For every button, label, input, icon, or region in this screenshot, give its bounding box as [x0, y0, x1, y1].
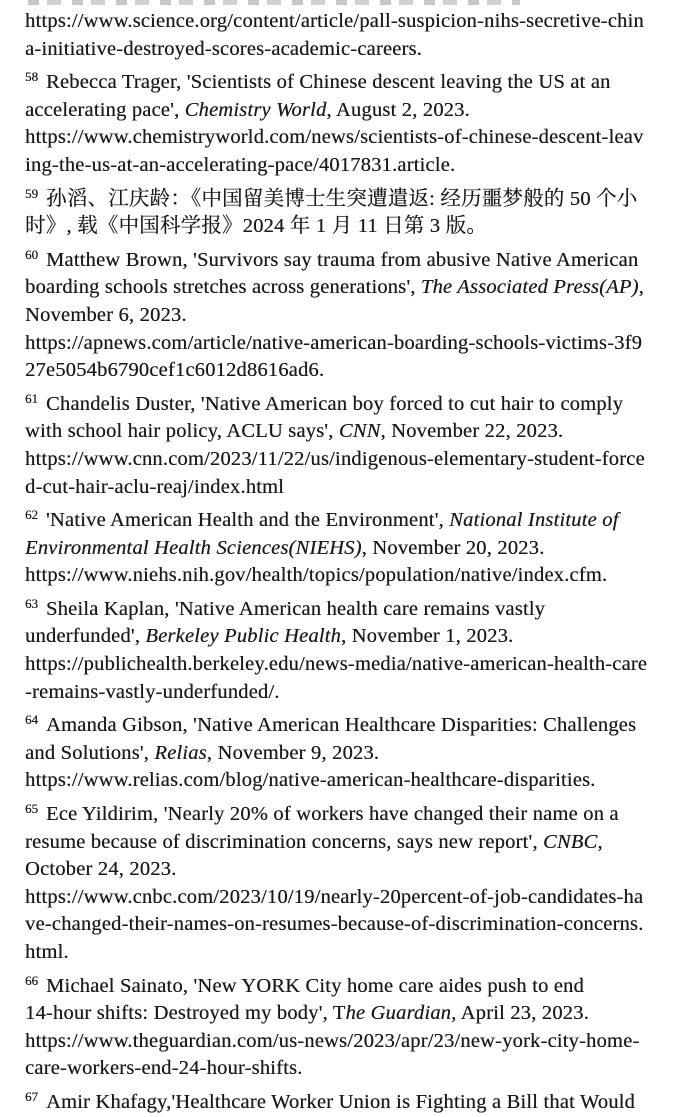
text-segment-italic: CNBC [542, 830, 598, 853]
text-line [25, 501, 680, 535]
text-segment: Rebecca Trager, 'Scientists of Chinese descent leaving the US at an [46, 71, 611, 94]
text-line [25, 623, 680, 651]
text-segment: accelerating pace', [25, 98, 185, 121]
text-segment: https://www.relias.com/blog/native-american-healthcare-disparities. [25, 769, 596, 792]
text-segment: resume because of discrimination concerns, says new report', [25, 830, 543, 853]
text-line [25, 385, 680, 419]
text-segment: underfunded', [25, 625, 146, 648]
footnotes-text [25, 8, 680, 1117]
footnote-number: 64 [25, 712, 38, 728]
text-line [25, 418, 680, 446]
text-line [25, 795, 680, 829]
text-segment-italic: Environmental Health Sciences(NIEHS) [25, 536, 362, 559]
text-line [25, 679, 680, 707]
text-segment: -remains-vastly-underfunded/. [25, 680, 280, 703]
text-line [25, 330, 680, 358]
text-line [25, 706, 680, 740]
text-segment: https://apnews.com/article/native-american-boarding-schools-victims-3f9 [25, 331, 643, 354]
text-segment: a-initiative-destroyed-scores-academic-careers. [25, 37, 422, 60]
text-line [25, 767, 680, 795]
text-segment: 时》, 载《中国科学报》2024 年 1 月 11 日第 3 版。 [25, 215, 487, 238]
text-segment: October 24, 2023. [25, 858, 177, 881]
text-segment-italic: Berkeley Public Health [145, 625, 342, 648]
text-line [25, 1055, 680, 1083]
text-segment: Chandelis Duster, 'Native American boy forced to cut hair to comply [46, 392, 624, 415]
text-segment-italic: Chemistry World [184, 98, 327, 121]
text-segment: Amanda Gibson, 'Native American Healthcare Disparities: Challenges [46, 714, 637, 737]
text-line [25, 36, 680, 64]
text-segment: , August 2, 2023. [326, 98, 470, 121]
text-segment: , [638, 276, 644, 299]
text-line [25, 535, 680, 563]
footnote-number: 59 [25, 185, 38, 201]
text-line [25, 562, 680, 590]
text-line [25, 740, 680, 768]
footnote-number: 58 [25, 69, 38, 85]
text-segment: https://www.chemistryworld.com/news/scientists-of-chinese-descent-leav [25, 126, 644, 149]
text-line [25, 1083, 680, 1117]
text-segment: Amir Khafagy,'Healthcare Worker Union is Fighting a Bill that Would [46, 1090, 636, 1113]
footnote-number: 62 [25, 507, 38, 523]
text-segment: April 23, 2023. [456, 1002, 589, 1025]
text-line [25, 967, 680, 1001]
text-line [25, 856, 680, 884]
text-segment: and Solutions', [25, 741, 155, 764]
text-segment: 孙滔、江庆龄：《中国留美博士生突遭遣返: 经历噩梦般的 50 个小 [46, 187, 638, 210]
text-segment: https://www.cnn.com/2023/11/22/us/indigenous-elementary-student-force [25, 447, 645, 470]
text-line [25, 8, 680, 36]
text-line [25, 1028, 680, 1056]
text-segment: ve-changed-their-names-on-resumes-because-of-discrimination-concerns. [25, 913, 644, 936]
footnote-number: 66 [25, 972, 38, 988]
text-segment: Matthew Brown, 'Survivors say trauma from abusive Native American [46, 248, 639, 271]
text-line [25, 213, 680, 241]
text-line [25, 590, 680, 624]
text-line [25, 939, 680, 967]
text-segment: 14-hour shifts: Destroyed my body', T [25, 1002, 346, 1025]
footnote-number: 63 [25, 595, 38, 611]
text-line [25, 1000, 680, 1028]
text-line [25, 63, 680, 97]
text-segment-italic: National Institute of [449, 509, 619, 532]
text-segment: , [597, 830, 603, 853]
text-line [25, 446, 680, 474]
text-segment: Sheila Kaplan, 'Native American health care remains vastly [46, 597, 546, 620]
text-segment-italic: Relias [154, 741, 207, 764]
text-segment: care-workers-end-24-hour-shifts. [25, 1057, 303, 1080]
text-segment-italic: he Guardian, [345, 1002, 457, 1025]
text-segment: d-cut-hair-aclu-reaj/index.html [25, 475, 285, 498]
text-line [25, 829, 680, 857]
footnote-number: 60 [25, 246, 38, 262]
text-segment: https://publichealth.berkeley.edu/news-media/native-american-health-care [25, 653, 648, 676]
footnote-number: 61 [25, 390, 38, 406]
footnote-number: 65 [25, 801, 38, 817]
text-line [25, 241, 680, 275]
text-segment: https://www.cnbc.com/2023/10/19/nearly-20percent-of-job-candidates-ha [25, 885, 644, 908]
text-segment: https://www.theguardian.com/us-news/2023/apr/23/new-york-city-home- [25, 1029, 640, 1052]
text-line [25, 152, 680, 180]
text-line [25, 124, 680, 152]
text-segment: , November 9, 2023. [206, 741, 380, 764]
text-segment: , November 1, 2023. [341, 625, 514, 648]
text-segment: 'Native American Health and the Environment', [46, 509, 450, 532]
text-line [25, 357, 680, 385]
text-line [25, 474, 680, 502]
text-segment: , November 20, 2023. [361, 536, 545, 559]
text-segment: Michael Sainato, 'New YORK City home care aides push to end [46, 974, 584, 997]
text-line [25, 180, 680, 214]
text-segment: with school hair policy, ACLU says', [25, 420, 339, 443]
text-segment: boarding schools stretches across generations', [25, 276, 421, 299]
text-segment-italic: CNN [338, 420, 381, 443]
text-line [25, 274, 680, 302]
text-line [25, 911, 680, 939]
text-segment: html. [25, 941, 69, 963]
text-line [25, 97, 680, 125]
text-segment: 27e5054b6790cef1c6012d8616ad6. [25, 359, 325, 382]
text-segment: November 6, 2023. [25, 303, 187, 326]
text-line [25, 884, 680, 912]
text-line [25, 302, 680, 330]
text-segment: , November 22, 2023. [380, 420, 564, 443]
text-segment: https://www.niehs.nih.gov/health/topics/population/native/index.cfm. [25, 564, 608, 587]
text-segment: https://www.science.org/content/article/pall-suspicion-nihs-secretive-chin [25, 10, 644, 32]
text-segment-italic: The Associated Press(AP) [420, 276, 639, 299]
text-line [25, 651, 680, 679]
clipped-text-fragment [28, 0, 520, 5]
text-segment: Ece Yildirim, 'Nearly 20% of workers have changed their name on a [46, 803, 619, 826]
footnote-number: 67 [25, 1088, 38, 1104]
text-segment: ing-the-us-at-an-accelerating-pace/4017831.article. [25, 153, 456, 176]
